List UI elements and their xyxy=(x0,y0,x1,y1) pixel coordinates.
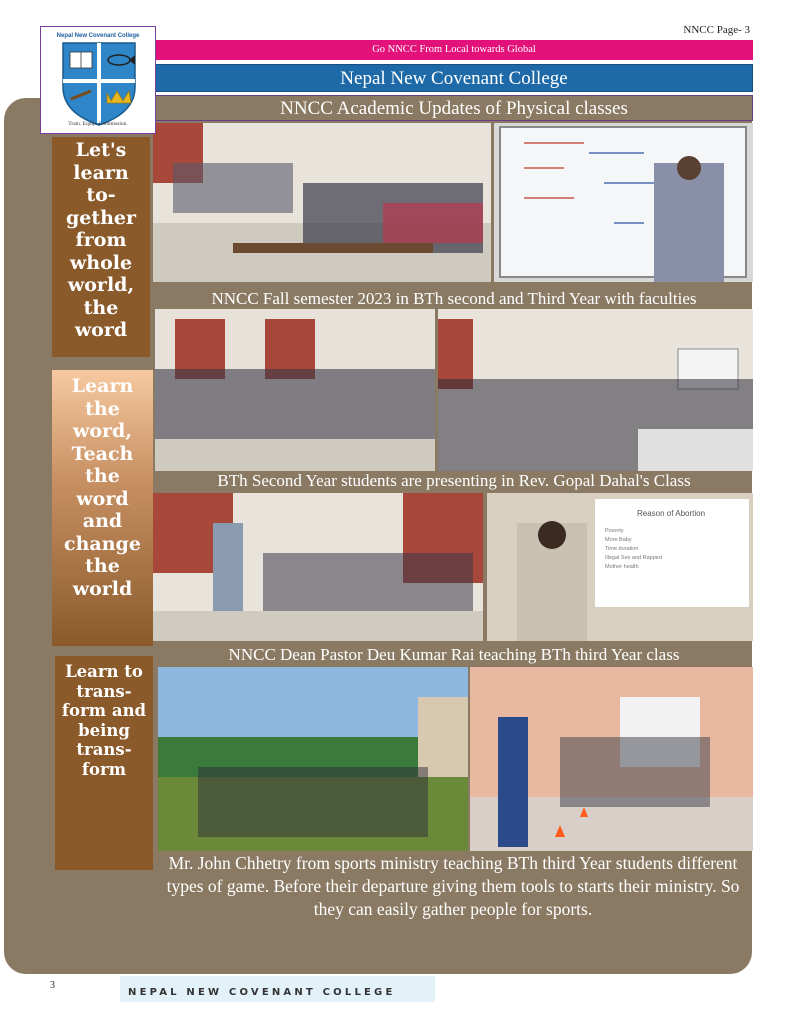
college-logo xyxy=(40,26,156,134)
sidebar-line: word, xyxy=(73,420,132,442)
sidebar-line: from xyxy=(75,229,127,251)
section-title-bar: NNCC Academic Updates of Physical classes xyxy=(155,95,753,121)
page-label-top: NNCC Page- 3 xyxy=(683,24,750,36)
slide-bullet: More Baby xyxy=(605,537,632,543)
sidebar-line: learn xyxy=(73,161,129,184)
logo-shield-icon xyxy=(41,27,157,135)
footer-college-name: NEPAL NEW COVENANT COLLEGE xyxy=(120,976,435,1002)
slide-title: Reason of Abortion xyxy=(637,509,706,518)
sidebar-line: word xyxy=(76,487,129,510)
sidebar-line: word xyxy=(74,319,128,341)
photo-whiteboard-teacher xyxy=(494,123,753,282)
logo-title: Nepal New Covenant College xyxy=(56,33,140,39)
slide-bullet: Mother health xyxy=(605,564,639,570)
sidebar-line: Let's xyxy=(75,139,127,161)
sidebar-line: the xyxy=(85,465,120,487)
sidebar-line: world xyxy=(72,577,133,600)
photo-outdoor-games xyxy=(158,667,468,851)
sidebar-line: form xyxy=(81,759,127,779)
slide-bullet: Poverty xyxy=(605,528,624,534)
sidebar-line: change xyxy=(64,532,141,555)
photo-dean-classroom xyxy=(153,493,483,641)
logo-motto: Train. Equip. Commission. xyxy=(68,121,128,127)
college-name-bar: Nepal New Covenant College xyxy=(155,64,753,92)
caption-row1: NNCC Fall semester 2023 in BTh second and Third Year with faculties xyxy=(211,289,697,308)
sidebar-line: Teach xyxy=(71,442,134,465)
photo-students-presenting-2 xyxy=(438,309,753,471)
sidebar-line: Learn to xyxy=(65,662,143,681)
caption-row4: Mr. John Chhetry from sports ministry teaching BTh third Year students different types of game. Before their departure giving them tools to starts their ministry. So they can easily gather people for sports. xyxy=(166,853,740,919)
photo-indoor-games xyxy=(470,667,753,851)
sidebar-line: the xyxy=(85,555,120,577)
sidebar-line: to- xyxy=(86,184,116,206)
sidebar-box-transform xyxy=(55,656,153,870)
slide-bullet: Time duration xyxy=(605,546,639,552)
sidebar-line: trans- xyxy=(76,681,132,701)
sidebar-line: whole xyxy=(69,251,133,274)
sidebar-box-learn-teach xyxy=(52,370,153,646)
caption-row3: NNCC Dean Pastor Deu Kumar Rai teaching BTh third Year class xyxy=(228,645,680,664)
sidebar-line: the xyxy=(83,296,119,319)
sidebar-line: being xyxy=(78,720,130,740)
sidebar-line: world, xyxy=(67,274,135,296)
page-number-bottom: 3 xyxy=(50,980,55,991)
sidebar-box-learn-together xyxy=(52,137,150,357)
caption-row2: BTh Second Year students are presenting in Rev. Gopal Dahal's Class xyxy=(217,471,691,490)
sidebar-line: form and xyxy=(61,701,147,720)
slide-bullet: Illegal Sex and Rapped xyxy=(605,555,662,561)
sidebar-line: trans- xyxy=(76,740,132,759)
photo-dean-slide xyxy=(487,493,753,641)
sidebar-line: Learn xyxy=(71,375,134,397)
sidebar-line: gether xyxy=(65,206,137,229)
photo-students-presenting-1 xyxy=(155,309,435,471)
sidebar-line: and xyxy=(82,510,123,532)
photo-classroom-students xyxy=(153,123,491,282)
tagline-bar: Go NNCC From Local towards Global xyxy=(155,40,753,60)
sidebar-line: the xyxy=(85,397,120,420)
